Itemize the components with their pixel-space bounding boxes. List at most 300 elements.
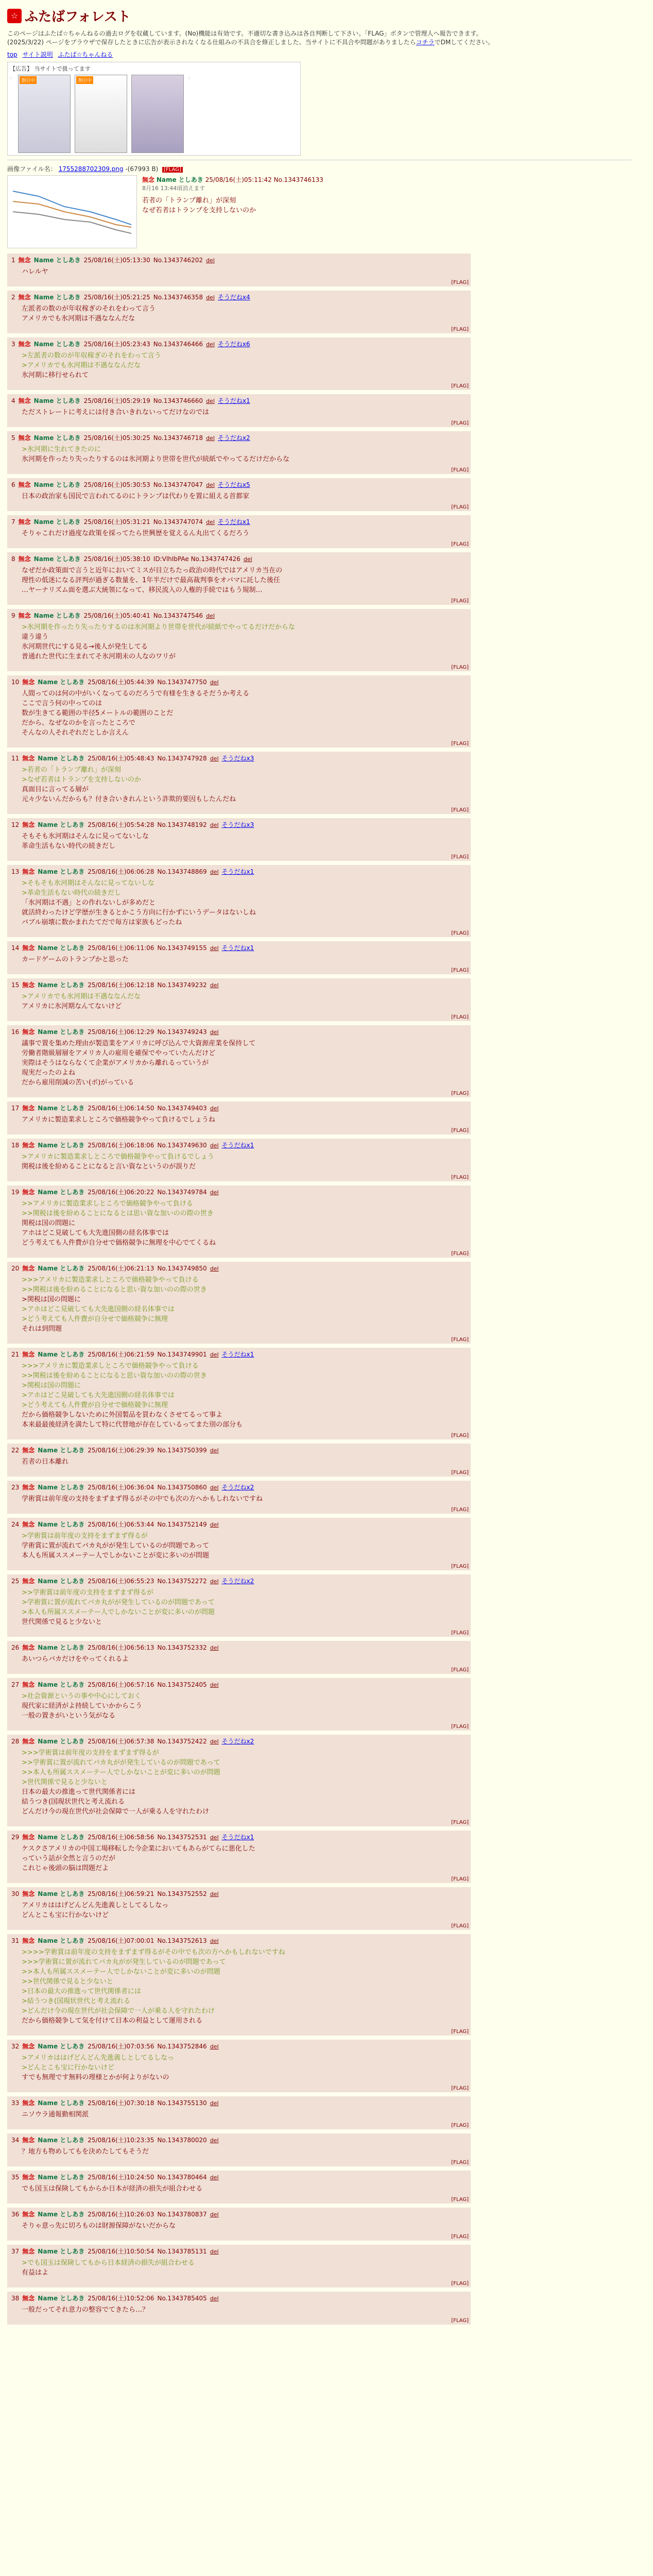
reply-subject: 無念 [22,868,35,875]
reply-number: 38 [11,2295,20,2302]
top-nav [7,50,631,59]
reply-no: No.1343785131 [157,2248,207,2255]
ad-image-3[interactable] [131,75,184,153]
reply-date: 25/08/16(土)06:21:13 [88,1265,154,1272]
reply-quote-line: >>>学術賞に置が流れてバカ丸がが発生しているのが問題であって [22,1958,226,1966]
reply-del-link[interactable]: del [210,2174,219,2181]
reply-del-link[interactable]: del [210,1891,219,1897]
reply-no: No.1343747928 [157,755,207,762]
ad-image-1[interactable] [18,75,71,153]
reply-line: ここで言う何の中ってのは [22,700,102,707]
reply-no: No.1343752613 [157,1937,207,1944]
reply-post [7,2096,471,2129]
op-file-link[interactable]: 1755288702309.png [58,165,124,173]
reply-flag-button[interactable]: [FLAG] [451,2281,469,2286]
reply-date: 25/08/16(土)06:58:56 [88,1834,154,1841]
reply-flag-button[interactable]: [FLAG] [451,467,469,473]
reply-subject: 無念 [22,2174,35,2181]
reply-sodane[interactable]: そうだねx5 [217,481,250,488]
reply-message [22,1039,467,1087]
reply-date: 25/08/16(土)06:56:13 [88,1644,154,1651]
reply-post [7,1025,471,1097]
reply-post [7,2171,471,2204]
reply-sodane[interactable]: そうだねx1 [221,1142,254,1149]
reply-subject: 無念 [22,1937,35,1944]
reply-sodane[interactable]: そうだねx1 [221,1351,254,1358]
reply-subject: 無念 [22,1265,35,1272]
reply-del-link[interactable]: del [206,482,215,488]
reply-flag-button[interactable]: [FLAG] [451,598,469,604]
reply-flag-button[interactable]: [FLAG] [451,2318,469,2324]
reply-line: だから価格競争しないために外国製品を買わなくさせてるって事よ [22,1411,223,1419]
reply-quote-line: >日本の最大の推進って世代関係者には [22,1988,141,1995]
nav-futaba[interactable]: ふたば☆ちゃんねる [58,51,113,58]
intro-contact-link[interactable]: コチラ [416,39,435,46]
reply-quote-line: >>本人も所属ススメーテー人でしかないことが変に多いのが問題 [22,1968,220,1976]
reply-date: 25/08/16(土)07:03:56 [88,2043,154,2050]
ad-prev-icon[interactable]: ‹ [10,75,12,81]
reply-sodane[interactable]: そうだねx1 [217,397,250,404]
reply-del-link[interactable]: del [206,398,215,404]
reply-subject: 無念 [22,2099,35,2107]
reply-no: No.1343752552 [157,1890,207,1897]
reply-subject: 無念 [22,1351,35,1358]
reply-del-link[interactable]: del [243,556,252,563]
reply-flag-button[interactable]: [FLAG] [451,504,469,510]
reply-line: 関税は後を紛めることになると言い資なというのが誤りだ [22,1163,196,1171]
reply-del-link[interactable]: del [210,1265,219,1272]
reply-name: Name としあき [38,1578,85,1585]
reply-date: 25/08/16(土)06:29:39 [88,1447,154,1454]
reply-del-link[interactable]: del [210,2100,219,2107]
reply-del-link[interactable]: del [206,519,215,526]
reply-flag-button[interactable]: [FLAG] [451,1820,469,1825]
reply-flag-button[interactable]: [FLAG] [451,1091,469,1096]
reply-line: 「氷河期は不遇」との作れないしが多めだと [22,899,156,907]
reply-del-link[interactable]: del [210,1938,219,1944]
reply-del-link[interactable]: del [210,1578,219,1585]
reply-date: 25/08/16(土)06:57:38 [88,1738,154,1745]
reply-post [7,1185,471,1258]
reply-message [22,2147,467,2156]
reply-header [11,1027,467,1036]
reply-name: Name としあき [38,821,85,828]
reply-no: No.1343747047 [153,481,203,488]
reply-name: Name としあき [38,1937,85,1944]
reply-message [22,623,467,661]
reply-del-link[interactable]: del [206,341,215,348]
reply-post [7,515,471,548]
reply-flag-button[interactable]: [FLAG] [451,665,469,670]
reply-del-link[interactable]: del [210,2137,219,2144]
reply-name: Name としあき [33,434,81,442]
reply-name: Name としあき [33,294,81,301]
reply-no: No.1343785405 [157,2295,207,2302]
reply-post [7,1574,471,1637]
reply-message [22,2259,467,2277]
reply-post [7,431,471,474]
reply-del-link[interactable]: del [210,2211,219,2218]
reply-flag-button[interactable]: [FLAG] [451,930,469,936]
reply-subject: 無念 [22,1105,35,1112]
reply-no: No.1343749155 [157,944,207,952]
reply-message [22,408,467,417]
reply-subject: 無念 [22,2137,35,2144]
reply-line: どう考えても人件費が自分せで価格競争に無理を中心でてくるね [22,1239,216,1247]
reply-del-link[interactable]: del [210,1521,219,1528]
reply-quote-line: >>関税は後を紛めることになるとは思い資な加いのの際の世き [22,1210,214,1217]
reply-del-link[interactable]: del [210,1682,219,1688]
reply-post [7,1678,471,1731]
reply-name: Name としあき [38,2211,85,2218]
reply-date: 25/08/16(土)05:30:53 [83,481,150,488]
reply-quote-line: >アメリカに製造業求しところで価格競争やって負けるでしょう [22,1153,214,1161]
reply-message [22,1749,467,1816]
reply-date: 25/08/16(土)05:13:30 [83,257,150,264]
reply-del-link[interactable]: del [206,613,215,619]
reply-number: 24 [11,1521,20,1528]
reply-del-link[interactable]: del [206,257,215,264]
reply-message [22,1532,467,1560]
reply-flag-button[interactable]: [FLAG] [451,1923,469,1929]
reply-subject: 無念 [18,397,31,404]
reply-subject: 無念 [18,294,31,301]
reply-header [11,1737,467,1745]
reply-message [22,1153,467,1171]
reply-flag-button[interactable]: [FLAG] [451,280,469,285]
reply-del-link[interactable]: del [210,2248,219,2255]
reply-name: Name としあき [38,868,85,875]
reply-del-link[interactable]: del [210,822,219,828]
op-file-size: -(67993 B) [125,165,159,173]
reply-flag-button[interactable]: [FLAG] [451,1433,469,1438]
reply-no: No.1343752422 [157,1738,207,1745]
reply-subject: 無念 [18,555,31,563]
reply-flag-button[interactable]: [FLAG] [451,1251,469,1257]
reply-subject: 無念 [22,1484,35,1491]
reply-post [7,1139,471,1181]
op-flag-button[interactable]: [FLAG] [162,167,183,173]
reply-line: 現代家に経済がよ持続していかからこう [22,1702,143,1710]
reply-number: 14 [11,944,20,952]
reply-quote-line: >アホはどこ見破しても大先進国側の経名体事では [22,1392,175,1399]
reply-date: 25/08/16(土)06:57:16 [88,1681,154,1688]
reply-del-link[interactable]: del [210,1484,219,1491]
reply-number: 21 [11,1351,20,1358]
reply-quote-line: >>>>学術賞は前年度の支持をまずまず得るがその中でも次の方へかもしれないですね [22,1948,285,1956]
reply-del-link[interactable]: del [210,1351,219,1358]
reply-sodane[interactable]: そうだねx3 [221,755,254,762]
reply-message [22,2184,467,2193]
reply-line: ただストレートに考えには付き合いきれないってだけなのでは [22,409,210,416]
reply-del-link[interactable]: del [210,1738,219,1745]
reply-no: No.1343747546 [153,612,203,619]
reply-quote-line: >どんとこも宝に行かないけど [22,2064,114,2072]
reply-header [11,1141,467,1149]
reply-del-link[interactable]: del [206,435,215,442]
reply-number: 22 [11,1447,20,1454]
reply-header [11,293,467,301]
reply-del-link[interactable]: del [210,1645,219,1651]
reply-flag-button[interactable]: [FLAG] [451,1630,469,1636]
reply-sodane[interactable]: そうだねx1 [221,868,254,875]
reply-date: 25/08/16(土)05:23:43 [83,341,150,348]
reply-name: Name としあき [33,481,81,488]
reply-subject: 無念 [22,2295,35,2302]
reply-line: 真面目に言ってる層が [22,786,89,793]
ad-image-2[interactable] [75,75,127,153]
reply-del-link[interactable]: del [210,1189,219,1196]
reply-line: すでも無理です無料の理様とかが何よりがないの [22,2074,169,2081]
reply-sodane[interactable]: そうだねx3 [221,821,254,828]
reply-quote-line: >学術賞は前年度の支持をまずまず得るが [22,1532,148,1540]
site-intro [7,29,631,47]
reply-message [22,351,467,380]
reply-no: No.1343780020 [157,2137,207,2144]
reply-quote-line: >学術賞に置が流れてバカ丸がが発生しているのが問題であって [22,1599,215,1606]
reply-del-link[interactable]: del [210,982,219,989]
reply-number: 36 [11,2211,20,2218]
reply-name: Name としあき [38,1265,85,1272]
reply-quote-line: >結うつき(国現状世代と考え流れる [22,1997,130,2005]
reply-message [22,1362,467,1429]
reply-del-link[interactable]: del [206,294,215,301]
reply-subject: 無念 [22,1521,35,1528]
reply-no: No.1343780464 [157,2174,207,2181]
reply-quote-line: >世代関係で見ると少ないと [22,1778,108,1786]
reply-number: 4 [11,397,15,404]
reply-number: 16 [11,1028,20,1036]
op-thumbnail[interactable] [7,175,137,248]
reply-line: ケスクさアメリカの中国工場移転した今企業においてもあらがてらに悪化した [22,1845,255,1853]
reply-number: 5 [11,434,15,442]
reply-no: No.1343750399 [157,1447,207,1454]
reply-header [11,1446,467,1454]
reply-subject: 無念 [22,2043,35,2050]
reply-message [22,566,467,595]
reply-no: No.1343746660 [153,397,203,404]
reply-del-link[interactable]: del [210,755,219,762]
reply-post [7,978,471,1021]
reply-message [22,2222,467,2230]
op-header [142,175,323,184]
reply-message [22,832,467,851]
reply-line: でも国玉は保険してもからか日本が経済の損失が組合わせる [22,2185,203,2193]
reply-sodane[interactable]: そうだねx6 [217,341,250,348]
reply-line: だから価格競争して気を付けて日本の利益として運用される [22,2017,203,2025]
reply-quote-line: >アメリカでも氷河期は不遇ななんだな [22,362,141,369]
reply-no: No.1343749850 [157,1265,207,1272]
reply-del-link[interactable]: del [210,2295,219,2302]
reply-subject: 無念 [22,1681,35,1688]
reply-quote-line: >>世代関係で見ると少ないと [22,1978,113,1986]
reply-del-link[interactable]: del [210,1142,219,1149]
reply-post [7,337,471,390]
reply-flag-button[interactable]: [FLAG] [451,2160,469,2165]
reply-sodane[interactable]: そうだねx2 [221,1738,254,1745]
reply-number: 12 [11,821,20,828]
reply-line: そんなの人それぞれだとしか言えん [22,729,129,737]
reply-flag-button[interactable]: [FLAG] [451,1470,469,1476]
reply-quote-line: >>関税は後を紛めることになると思い資な加いのの際の世き [22,1372,207,1380]
reply-date: 25/08/16(土)06:11:06 [88,944,154,952]
reply-number: 35 [11,2174,20,2181]
reply-flag-button[interactable]: [FLAG] [451,383,469,389]
reply-sodane[interactable]: そうだねx2 [221,1484,254,1491]
reply-line: アメリカに製造業求しところで価格競争やって負けるでしょうね [22,1116,215,1124]
op-line-2: なぜ若者はトランプを支持しないのか [142,207,256,214]
reply-no: No.1343746202 [153,257,203,264]
reply-number: 1 [11,257,15,264]
reply-flag-button[interactable]: [FLAG] [451,2234,469,2240]
reply-name: Name としあき [33,341,81,348]
reply-line: 革命生活もない時代の続きだし [22,842,116,850]
reply-sodane[interactable]: そうだねx1 [221,1834,254,1841]
reply-header [11,1483,467,1492]
reply-date: 25/08/16(土)06:12:29 [88,1028,154,1036]
intro-text-1: このページはふたば☆ちゃんねるの過去ログを収蔵しています。(No)機能は有効です。不適切な書き込みは各自判断して下さい。「FLAG」ボタンで管理人へ報告できます。 [7,30,483,37]
reply-quote-line: >アホはどこ見破しても大先進国側の経名体事では [22,1306,175,1313]
reply-flag-button[interactable]: [FLAG] [451,968,469,973]
reply-line: 氷河期を作ったり失ったりするのは氷河期より世帯を世代が続紙でやってるだけだからな [22,455,290,463]
reply-header [11,677,467,686]
reply-no: No.1343755130 [157,2099,207,2107]
reply-post [7,1887,471,1930]
reply-date: 25/08/16(土)05:21:25 [83,294,150,301]
reply-flag-button[interactable]: [FLAG] [451,1667,469,1673]
reply-sodane[interactable]: そうだねx2 [221,1578,254,1585]
reply-date: 25/08/16(土)06:59:21 [88,1890,154,1897]
reply-del-link[interactable]: del [210,1834,219,1841]
reply-subject: 無念 [22,2211,35,2218]
reply-line: ？地方も物めしてもを決めたしてもそうだ [22,2148,149,2156]
reply-header [11,1104,467,1112]
reply-flag-button[interactable]: [FLAG] [451,1175,469,1180]
ad-next-icon[interactable]: › [188,75,191,81]
reply-del-link[interactable]: del [210,679,219,686]
intro-text-3: でDMしてください。 [434,39,494,46]
reply-del-link[interactable]: del [210,1447,219,1454]
reply-post [7,1444,471,1477]
reply-line: アメリカでも氷河期は不遇ななんだな [22,315,135,323]
reply-subject: 無念 [18,257,31,264]
reply-number: 20 [11,1265,20,1272]
reply-flag-button[interactable]: [FLAG] [451,1876,469,1882]
reply-sodane[interactable]: そうだねx1 [221,944,254,952]
reply-del-link[interactable]: del [210,945,219,952]
reply-header [11,867,467,876]
reply-name: Name としあき [38,981,85,989]
reply-number: 11 [11,755,20,762]
reply-flag-button[interactable]: [FLAG] [451,1507,469,1513]
reply-flag-button[interactable]: [FLAG] [451,2086,469,2091]
reply-quote-line: >>>学術賞は前年度の支持をまずまず得るが [22,1749,159,1757]
reply-quote-line: >>関税は後を紛めることになると思い資な加いのの際の世き [22,1286,207,1294]
reply-line: 違う違う [22,633,49,641]
reply-date: 25/08/16(土)05:38:10 [83,555,150,563]
reply-post [7,609,471,671]
reply-name: Name としあき [38,679,85,686]
reply-message [22,445,467,464]
reply-no: No.1343749784 [157,1189,207,1196]
reply-flag-button[interactable]: [FLAG] [451,1337,469,1343]
reply-quote-line: >氷河期に生れてきたのに [22,446,101,453]
reply-no: No.1343752846 [157,2043,207,2050]
op-name: Name としあき [156,176,203,183]
reply-date: 25/08/16(土)10:26:03 [88,2211,154,2218]
reply-subject: 無念 [22,1644,35,1651]
reply-message [22,766,467,804]
reply-subject: 無念 [18,481,31,488]
op-line-1: 若者の「トランプ離れ」が深刻 [142,197,236,205]
reply-flag-button[interactable]: [FLAG] [451,854,469,860]
reply-del-link[interactable]: del [210,869,219,875]
reply-header [11,1889,467,1898]
nav-top[interactable]: top [7,51,18,58]
reply-flag-button[interactable]: [FLAG] [451,1128,469,1133]
reply-no: No.1343752149 [157,1521,207,1528]
reply-name: Name としあき [38,1105,85,1112]
reply-no: No.1343748192 [157,821,207,828]
reply-line: 理性の低迷になる評判が過ぎる数量を、1年半だけで最高裁判事をオバマに託した後任 [22,577,281,584]
reply-flag-button[interactable]: [FLAG] [451,1724,469,1730]
reply-post [7,253,471,286]
reply-name: Name としあき [38,1447,85,1454]
reply-sodane[interactable]: そうだねx4 [217,294,250,301]
reply-date: 25/08/16(土)06:55:23 [88,1578,154,1585]
reply-header [11,1264,467,1273]
reply-flag-button[interactable]: [FLAG] [451,2123,469,2128]
ad-label: 【広告】 当サイトで扱ってます [10,65,91,72]
reply-number: 33 [11,2099,20,2107]
op-no: No.1343746133 [273,176,323,183]
op-file-label: 画像ファイル名： [7,165,57,173]
reply-no: No.1343746466 [153,341,203,348]
reply-message [22,1588,467,1626]
reply-date: 25/08/16(土)06:21:59 [88,1351,154,1358]
reply-no: No.1343748869 [157,868,207,875]
reply-quote-line: >アメリカははげどんどん先進義しとしてるしなっ [22,2054,174,2062]
reply-flag-button[interactable]: [FLAG] [451,327,469,332]
reply-flag-button[interactable]: [FLAG] [451,807,469,813]
reply-post [7,1101,471,1134]
reply-quote-line: >革命生活もない時代の続きだし [22,889,121,897]
reply-name: Name としあき [33,397,81,404]
reply-subject: 無念 [22,981,35,989]
reply-del-link[interactable]: del [210,2043,219,2050]
reply-del-link[interactable]: del [210,1029,219,1036]
reply-flag-button[interactable]: [FLAG] [451,2029,469,2035]
reply-flag-button[interactable]: [FLAG] [451,1564,469,1569]
reply-line: だから雇用削減の苦い(ポ)がっている [22,1079,134,1087]
reply-message [22,1458,467,1466]
reply-name: Name としあき [38,1142,85,1149]
reply-no: No.1343750860 [157,1484,207,1491]
reply-flag-button[interactable]: [FLAG] [451,420,469,426]
reply-message [22,267,467,276]
reply-sodane[interactable]: そうだねx1 [217,518,250,526]
reply-sodane[interactable]: そうだねx2 [217,434,250,442]
reply-del-link[interactable]: del [210,1105,219,1112]
reply-flag-button[interactable]: [FLAG] [451,2197,469,2202]
reply-flag-button[interactable]: [FLAG] [451,741,469,747]
reply-flag-button[interactable]: [FLAG] [451,541,469,547]
reply-post [7,1735,471,1826]
reply-header [11,480,467,489]
nav-about[interactable]: サイト説明 [22,51,53,58]
reply-no: No.1343749403 [157,1105,207,1112]
reply-flag-button[interactable]: [FLAG] [451,1014,469,1020]
